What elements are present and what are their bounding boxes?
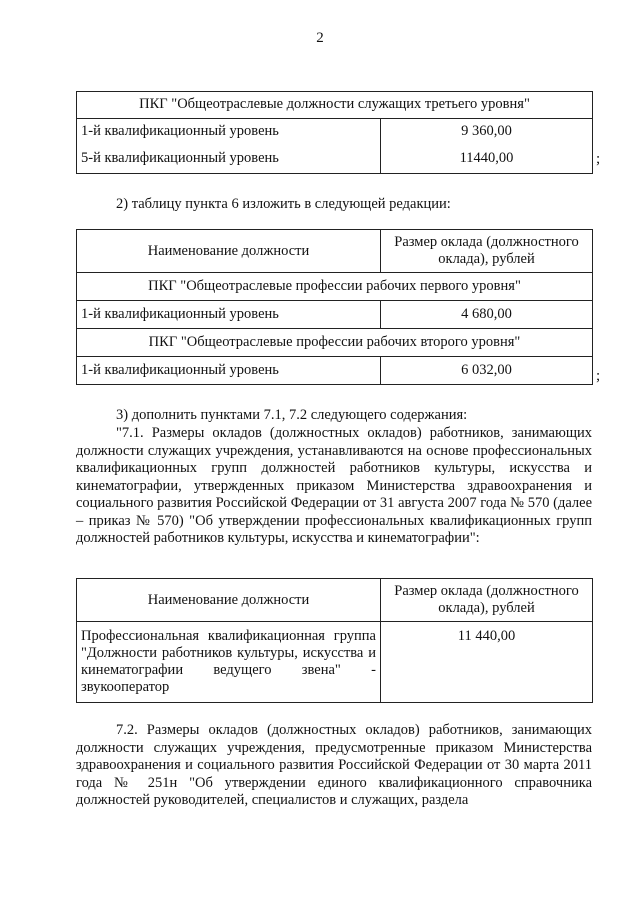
qualification-level: 1-й квалификационный уровень [77, 119, 381, 147]
semicolon: ; [596, 151, 601, 167]
salary-value: 9 360,00 [381, 119, 593, 147]
salary-table-workers [76, 229, 593, 385]
paragraph-7-1: "7.1. Размеры окладов (должностных окладов) работников, занимающих должности служащих учреждения, устанавливаются на основе профессиональных квалификационных групп должностей работников культуры, искусства и кинематографии, утвержденных приказом Министерства здравоохранения и социального развития Российской Федерации от 31 августа 2007 года № 570 (далее – приказ № 570) "Об утверждении профессиональных квалификационных групп должностей работников культуры, искусства и кинематографии": [76, 425, 592, 546]
group-title: ПКГ "Общеотраслевые профессии рабочих второго уровня" [77, 329, 593, 357]
salary-value: 11440,00 [381, 146, 593, 174]
page-number: 2 [316, 30, 324, 46]
header-position-name: Наименование должности [77, 230, 381, 273]
header-salary: Размер оклада (должностного оклада), рублей [381, 579, 593, 622]
salary-table-employees-third-level [76, 91, 593, 174]
header-position-name: Наименование должности [77, 579, 381, 622]
table-row [77, 146, 593, 174]
table-row [77, 273, 593, 301]
table-header [77, 579, 593, 622]
salary-value: 11 440,00 [381, 622, 593, 703]
header-salary: Размер оклада (должностного оклада), рублей [381, 230, 593, 273]
qualification-group: Профессиональная квалификационная группа "Должности работников культуры, искусства и кинематографии ведущего звена" - звукооператор [77, 622, 381, 703]
table-row [77, 329, 593, 357]
qualification-level: 1-й квалификационный уровень [77, 357, 381, 385]
group-title: ПКГ "Общеотраслевые должности служащих третьего уровня" [77, 92, 593, 119]
group-title: ПКГ "Общеотраслевые профессии рабочих первого уровня" [77, 273, 593, 301]
semicolon: ; [596, 368, 601, 384]
table-row [77, 92, 593, 119]
item-3-text: 3) дополнить пунктами 7.1, 7.2 следующего содержания: [116, 407, 468, 423]
salary-value: 6 032,00 [381, 357, 593, 385]
salary-table-culture [76, 578, 593, 703]
salary-value: 4 680,00 [381, 301, 593, 329]
qualification-level: 5-й квалификационный уровень [77, 146, 381, 174]
table-row [77, 119, 593, 147]
paragraph-7-2: 7.2. Размеры окладов (должностных окладов) работников, занимающих должности служащих учреждения, предусмотренные приказом Министерства здравоохранения и социального развития Российской Федерации от 30 марта 2011 года № 251н "Об утверждении единого квалификационного справочника должностей руководителей, специалистов и служащих, раздела [76, 722, 592, 808]
table-header [77, 230, 593, 273]
table-row [77, 301, 593, 329]
qualification-level: 1-й квалификационный уровень [77, 301, 381, 329]
table-row [77, 622, 593, 703]
table-row [77, 357, 593, 385]
item-2-text: 2) таблицу пункта 6 изложить в следующей редакции: [116, 196, 451, 212]
